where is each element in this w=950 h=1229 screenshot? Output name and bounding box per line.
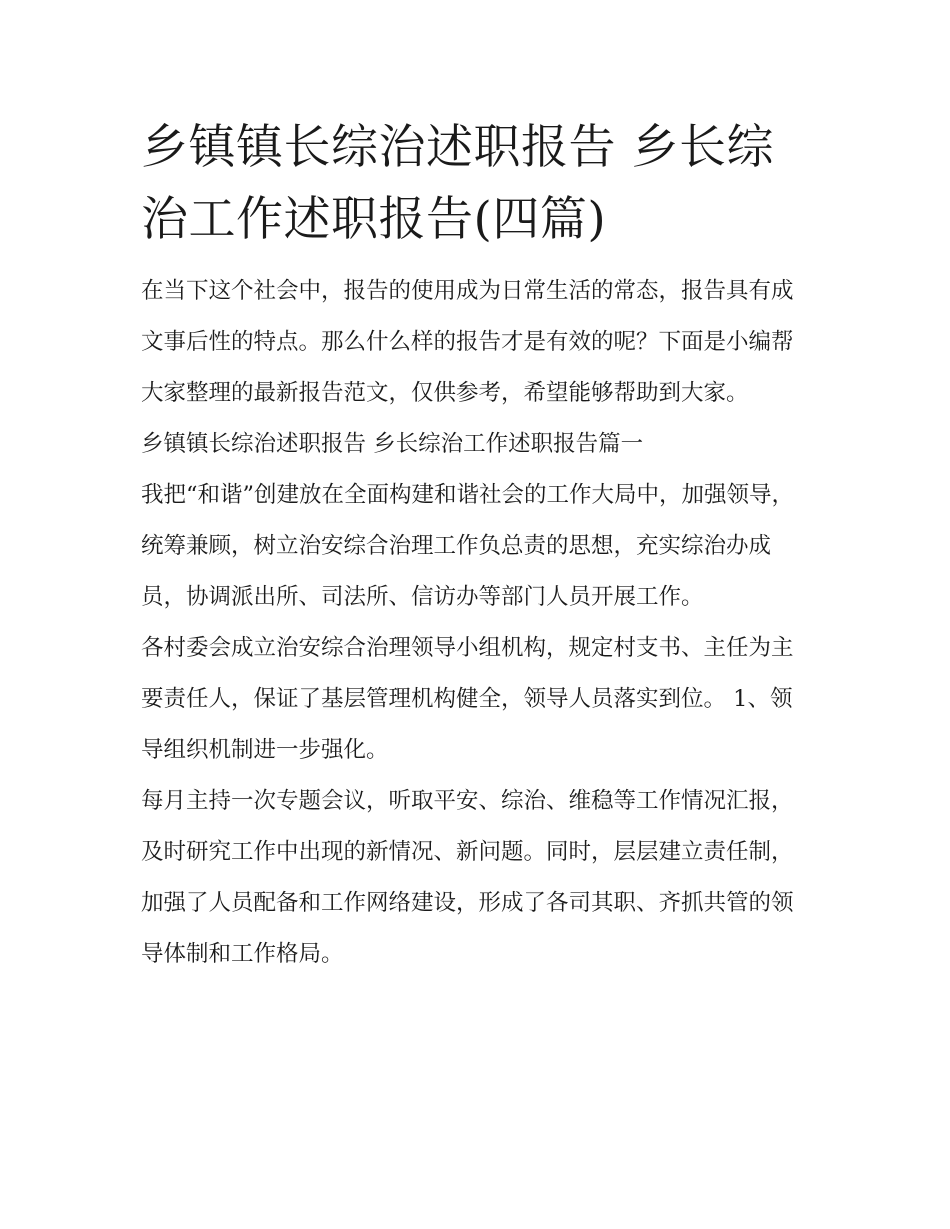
- body-paragraph: 我把“和谐”创建放在全面构建和谐社会的工作大局中，加强领导，统筹兼顾，树立治安综合治理工作负总责的思想，充实综治办成员，协调派出所、司法所、信访办等部门人员开展工作。: [141, 482, 795, 610]
- section-heading: 乡镇镇长综治述职报告 乡长综治工作述职报告篇一: [141, 431, 644, 457]
- document-page: [141, 112, 813, 980]
- document-title: 乡镇镇长综治述职报告 乡长综治工作述职报告(四篇): [141, 120, 774, 247]
- body-paragraph: 每月主持一次专题会议，听取平安、综治、维稳等工作情况汇报，及时研究工作中出现的新情况、新问题。同时，层层建立责任制，加强了人员配备和工作网络建设，形成了各司其职、齐抓共管的领导体制和工作格局。: [141, 788, 794, 967]
- body-paragraph: 各村委会成立治安综合治理领导小组机构，规定村支书、主任为主要责任人，保证了基层管理机构健全，领导人员落实到位。 1、领导组织机制进一步强化。: [141, 635, 794, 763]
- intro-paragraph: 在当下这个社会中，报告的使用成为日常生活的常态，报告具有成文事后性的特点。那么什么样的报告才是有效的呢？下面是小编帮大家整理的最新报告范文，仅供参考，希望能够帮助到大家。: [141, 278, 794, 406]
